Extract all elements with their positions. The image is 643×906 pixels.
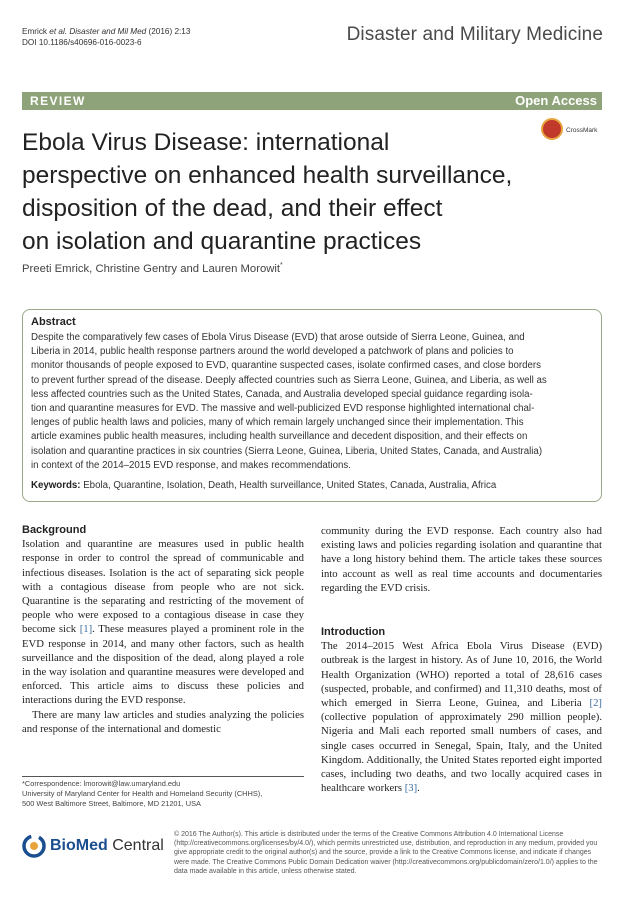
introduction-section <box>321 625 602 795</box>
keywords-label: Keywords: <box>31 480 81 491</box>
abstract-line: in context of the 2014–2015 EVD response, and makes recommendations. <box>31 459 351 471</box>
biomed-central-icon <box>22 834 46 858</box>
journal-name: Disaster and Military Medicine <box>346 24 603 45</box>
footnote-divider <box>22 776 304 777</box>
reference-link[interactable]: [3] <box>404 782 418 795</box>
title-line: disposition of the dead, and their effect <box>22 195 443 222</box>
citation-line: Emrick et al. Disaster and Mil Med (2016) 2:13 <box>22 27 191 36</box>
reference-link[interactable]: [1] <box>79 623 93 636</box>
correspondence-email[interactable]: *Correspondence: lmorowit@law.umaryland.edu <box>22 779 181 788</box>
open-access-label: Open Access <box>515 93 597 108</box>
paragraph: The 2014–2015 West Africa Ebola Virus Disease (EVD) outbreak is the largest in history. As of June 10, 2016, the World Health Organization (WHO) reported a total of 28,616 cases (suspected, probable, and confirmed) and 11,310 deaths, most of which emerged in Sierra Leone, Guinea, and Liberia [2] (collective population of approximately 290 million people). Nigeria and Mali each reported small numbers of cases, and single cases occurred in Senegal, Spain, Italy, and the United Kingdom. Additionally, the United States reported eight imported cases, including two deaths, and two locally acquired cases in healthcare workers [3]. <box>321 640 602 795</box>
abstract-line: tion and quarantine measures for EVD. The massive and well-publicized EVD response highlighted international chal- <box>31 403 535 415</box>
reference-link[interactable]: [2] <box>589 697 602 710</box>
background-continued <box>321 524 602 595</box>
abstract-line: Liberia in 2014, public health response partners around the world developed a patchwork of plans and policies to <box>31 346 514 358</box>
article-type-banner <box>22 92 602 110</box>
abstract-heading: Abstract <box>31 316 76 328</box>
author-list: Preeti Emrick, Christine Gentry and Lauren Morowit* <box>22 262 283 275</box>
abstract-line: Despite the comparatively few cases of Ebola Virus Disease (EVD) that arose outside of Sierra Leone, Guinea, and <box>31 332 525 343</box>
license-text: © 2016 The Author(s). This article is distributed under the terms of the Creative Commons Attribution 4.0 International License (http://creativecommons.org/licenses/by/4.0/), which permits unrestricted use, distribution, and reproduction in any medium, provided you give appropriate credit to the original author(s) and the source, provide a link to the Creative Commons license, and indicate if changes were made. The Creative Commons Public Domain Dedication waiver (http://creativecommons.org/publicdomain/zero/1.0/) applies to the data made available in this article, unless otherwise stated. <box>174 831 598 875</box>
abstract-line: monitor thousands of people exposed to EVD, quarantine suspected cases, isolate confirmed cases, and close borders <box>31 360 541 372</box>
background-section <box>22 523 304 736</box>
paragraph: community during the EVD response. Each country also had existing laws and policies regarding isolation and quarantine that have a long history behind them. The article takes these sources into account as well as real time accounts and documentaries regarding the EVD crisis. <box>321 525 602 594</box>
doi[interactable]: DOI 10.1186/s40696-016-0023-6 <box>22 38 142 47</box>
abstract-line: isolation and quarantine practices in six countries (Sierra Leone, Guinea, Liberia, United States, Canada, and Australia) <box>31 445 543 457</box>
paragraph: There are many law articles and studies analyzing the policies and response of the international and domestic <box>22 708 304 735</box>
abstract-text <box>31 331 592 473</box>
article-title <box>22 126 582 258</box>
abstract-line: lenges of public health laws and policies, many of which remain largely unchanged since their implementation. This <box>31 417 524 429</box>
biomed-central-logo[interactable] <box>22 834 172 860</box>
section-heading-introduction: Introduction <box>321 626 386 638</box>
title-line: on isolation and quarantine practices <box>22 228 422 255</box>
abstract-line: article examines public health measures, including health surveillance and decedent disposition, and their effects on <box>31 431 528 443</box>
title-line: perspective on enhanced health surveillance, <box>22 162 513 189</box>
keywords <box>31 480 592 491</box>
keywords-list: Ebola, Quarantine, Isolation, Death, Health surveillance, United States, Canada, Australia, Africa <box>80 480 497 491</box>
article-type-label: REVIEW <box>30 94 86 108</box>
section-heading-background: Background <box>22 524 87 536</box>
abstract-line: less affected countries such as the United States, Canada, and Australia developed special guidance regarding isola- <box>31 388 533 400</box>
correspondence-footnote <box>22 779 304 810</box>
citation-header <box>22 26 190 48</box>
paragraph: Isolation and quarantine are measures used in public health response in order to control the spread of communicable and infectious diseases. Isolation is the act of separating sick people with a contagious disease from people who are not sick. Quarantine is the separating and restricting of the movement of people who were exposed to a contagious disease in case they become sick [1]. These measures played a prominent role in the EVD response in 2014, and many other factors, such as health surveillance and the disposition of the dead, along played a role in the way isolation and quarantine measures were developed and enforced. This article aims to discuss these policies and interactions during the EVD response. <box>22 538 304 707</box>
affiliation: University of Maryland Center for Health and Homeland Security (CHHS), <box>22 789 263 799</box>
title-line: Ebola Virus Disease: international <box>22 129 390 156</box>
crossmark-label: CrossMark <box>566 127 598 134</box>
address: 500 West Baltimore Street, Baltimore, MD 21201, USA <box>22 799 201 809</box>
publisher-name: BioMed Central <box>50 837 164 854</box>
abstract-line: to prevent further spread of the disease. Deeply affected countries such as Sierra Leone, Guinea, and Liberia, as well as <box>31 374 547 386</box>
